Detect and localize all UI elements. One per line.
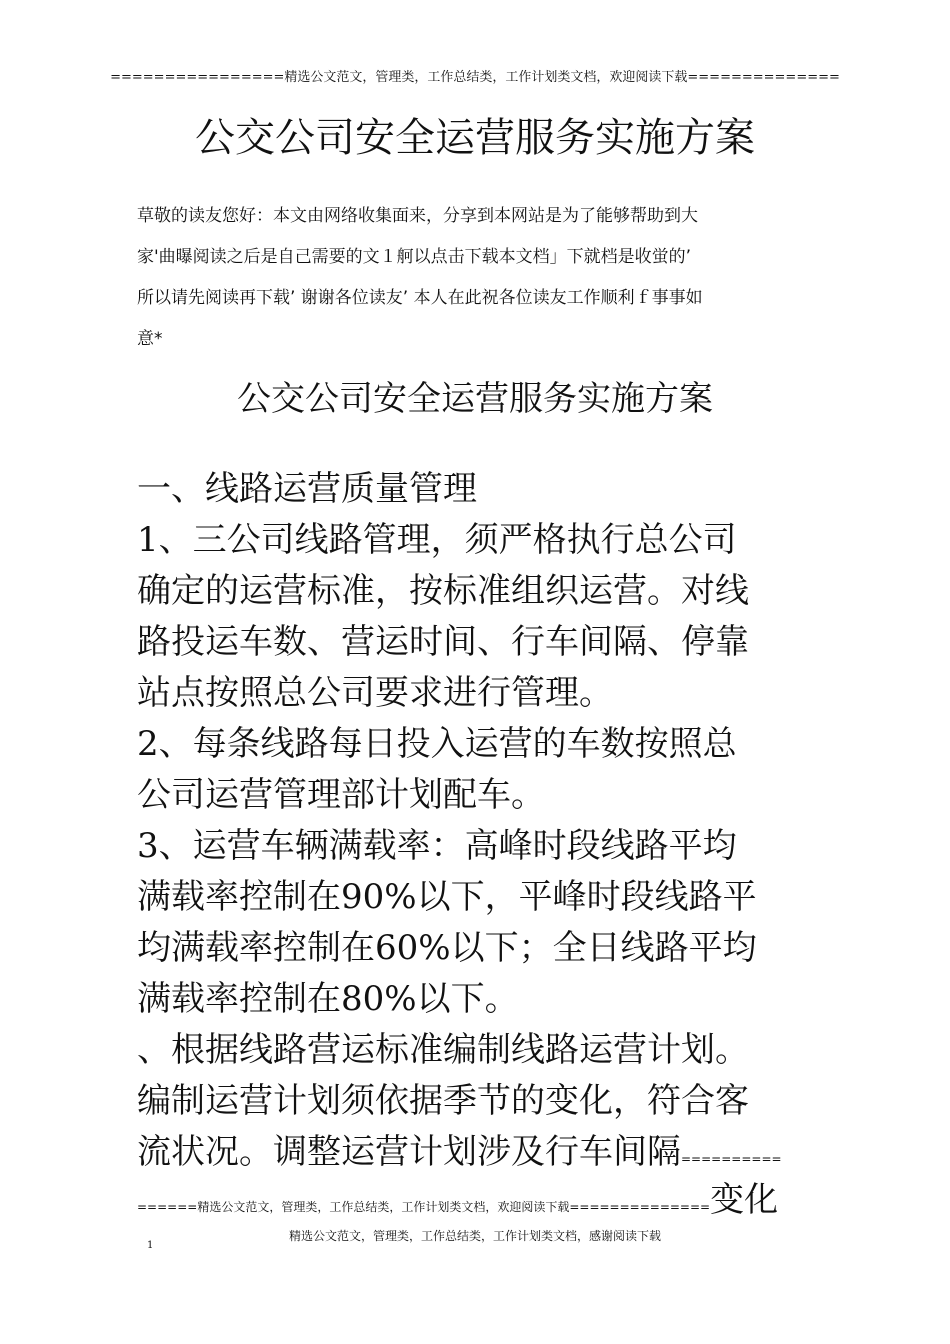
footer-banner-line	[137, 1172, 778, 1221]
intro-paragraph	[137, 196, 827, 360]
body-line: 、根据线路营运标准编制线路运营计划。	[137, 1030, 749, 1070]
body-line: 均满载率控制在60%以下；全日线路平均	[137, 928, 757, 968]
section-heading: 一、线路运营质量管理	[137, 469, 477, 509]
body-line: 2、每条线路每日投入运营的车数按照总	[137, 724, 737, 764]
body-line: 3、运营车辆满载率：高峰时段线路平均	[137, 826, 737, 866]
intro-line: 所以请先阅读再下载’ 谢谢各位读友’ 本人在此祝各位读友工作顺利ｆ事事如	[137, 288, 703, 308]
page-number: 1	[147, 1240, 154, 1251]
header-banner: ================精选公文范文，管理类，工作总结类，工作计划类文档，欢迎阅读下载==============	[110, 70, 840, 85]
inline-banner-end: ==========	[681, 1152, 782, 1166]
body-line: 站点按照总公司要求进行管理。	[137, 673, 613, 713]
intro-line: 意*	[137, 329, 163, 349]
document-subtitle: 公交公司安全运营服务实施方案	[237, 379, 713, 419]
body-line: 确定的运营标准，按标准组织运营。对线	[137, 571, 749, 611]
body-text	[137, 464, 837, 1178]
intro-line: 草敬的读友您好：本文由网络收集面来，分享到本网站是为了能够帮助到大	[137, 206, 698, 226]
document-title: 公交公司安全运营服务实施方案	[195, 115, 755, 161]
body-line: 满载率控制在80%以下。	[137, 979, 519, 1019]
body-line: 满载率控制在90%以下，平峰时段线路平	[137, 877, 757, 917]
body-last-line	[137, 1127, 837, 1178]
footer-note: 精选公文范文，管理类，工作总结类，工作计划类文档，感谢阅读下载	[288, 1229, 661, 1243]
body-line: 路投运车数、营运时间、行车间隔、停靠	[137, 622, 749, 662]
body-line: 1、三公司线路管理，须严格执行总公司	[137, 520, 737, 560]
intro-line: 家'曲曝阅读之后是自己需要的文１舸以点击下载本文档」下就档是收蛍的’	[137, 247, 692, 267]
body-last-line-text: 流状况。调整运营计划涉及行车间隔	[137, 1132, 681, 1172]
body-line: 编制运营计划须依据季节的变化，符合客	[137, 1081, 749, 1121]
footer-continuation-text: 变化	[710, 1180, 779, 1220]
footer-banner: ======精选公文范文，管理类，工作总结类，工作计划类文档，欢迎阅读下载==============	[137, 1200, 711, 1214]
body-line: 公司运营管理部计划配车。	[137, 775, 545, 815]
